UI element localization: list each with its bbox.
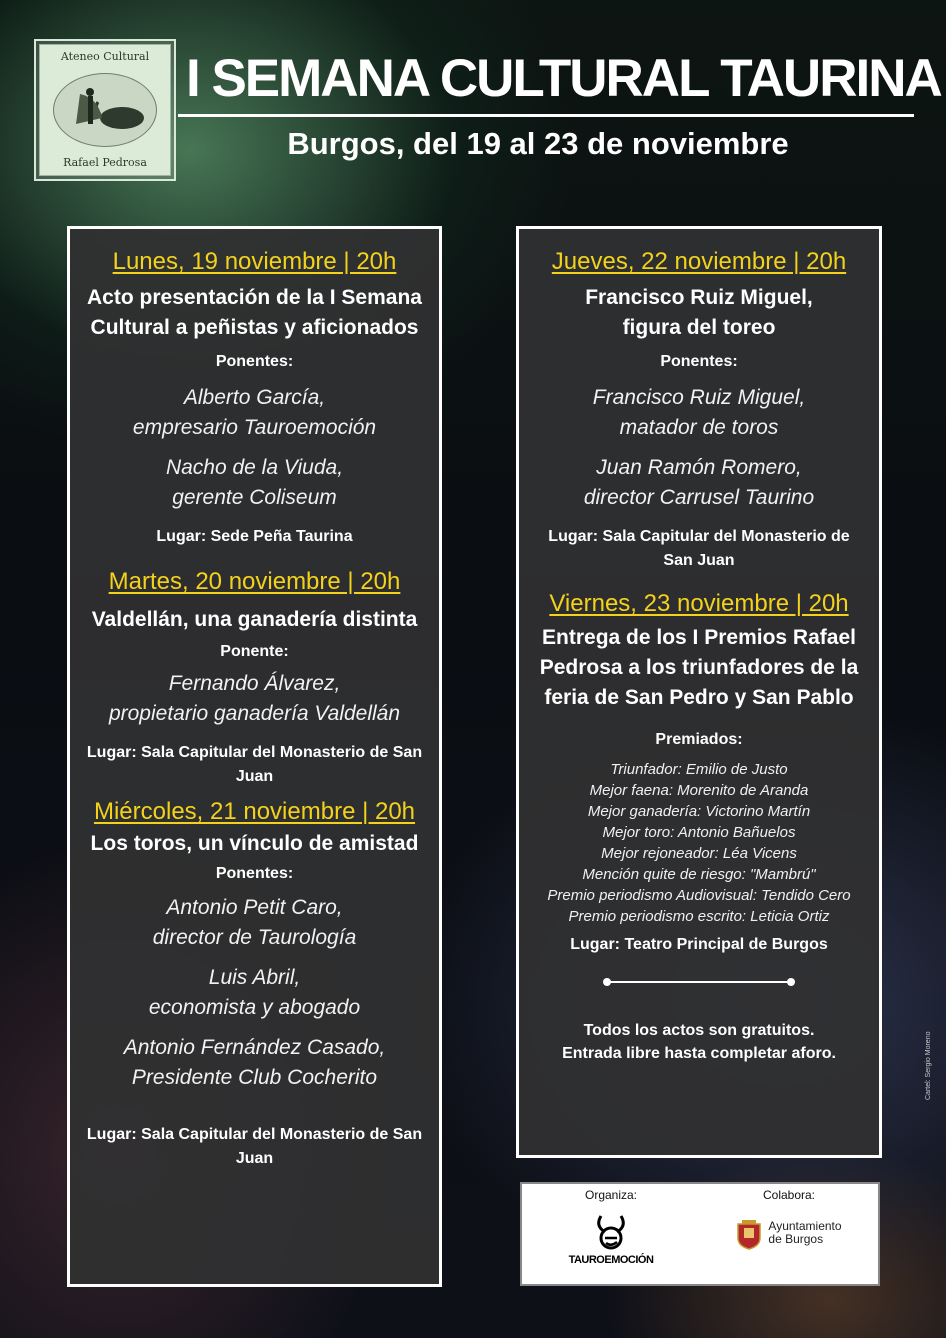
speaker-name: Nacho de la Viuda, (165, 456, 344, 479)
speaker-name: Alberto García, (183, 386, 326, 409)
speaker-role: director de Taurología (152, 926, 357, 949)
bullfighter-illustration (53, 73, 157, 147)
section-divider (606, 981, 792, 983)
note-line: Entrada libre hasta completar aforo. (562, 1045, 836, 1062)
speaker-role: Presidente Club Cocherito (131, 1066, 378, 1089)
logo-bottom-text: Rafael Pedrosa (63, 156, 147, 169)
speaker-entry (78, 963, 431, 1023)
event-title-thursday: Francisco Ruiz Miguel, figura del toreo (585, 286, 813, 339)
organizer-label: Organiza: (584, 1188, 638, 1202)
speaker-role: economista y abogado (148, 996, 361, 1019)
speaker-role: propietario ganadería Valdellán (108, 702, 401, 725)
bullfighter-icon (60, 80, 150, 140)
page-subtitle: Burgos, del 19 al 23 de noviembre (287, 126, 789, 161)
collaborator-name-line: de Burgos (768, 1232, 824, 1246)
speaker-entry (78, 453, 431, 513)
day-heading-wednesday: Miércoles, 21 noviembre | 20h (93, 798, 416, 825)
ayuntamiento-logo (736, 1216, 841, 1250)
speaker-entry (78, 383, 431, 443)
speaker-name: Francisco Ruiz Miguel, (592, 386, 806, 409)
speakers-label: Ponente: (220, 643, 289, 660)
speaker-entry (78, 669, 431, 729)
speaker-name: Luis Abril, (208, 966, 301, 989)
title-underline (178, 114, 914, 117)
speaker-entry (527, 453, 871, 513)
speakers-label: Ponentes: (215, 353, 294, 370)
coat-of-arms-icon (736, 1216, 762, 1250)
venue-text: Lugar: Teatro Principal de Burgos (570, 936, 828, 953)
award-item: Mención quite de riesgo: "Mambrú" (582, 866, 816, 883)
venue-text: Lugar: Sede Peña Taurina (156, 528, 353, 545)
speaker-role: matador de toros (619, 416, 779, 439)
awards-label: Premiados: (655, 731, 743, 748)
collaborator-name-line: Ayuntamiento (768, 1219, 842, 1233)
free-entry-note (527, 1019, 871, 1065)
speaker-name: Antonio Petit Caro, (166, 896, 343, 919)
organizer-column (522, 1184, 700, 1284)
page-title: I SEMANA CULTURAL TAURINA (186, 49, 941, 108)
speaker-role: director Carrusel Taurino (583, 486, 815, 509)
speaker-entry (527, 383, 871, 443)
day-heading-thursday: Jueves, 22 noviembre | 20h (551, 248, 847, 275)
program-panel-right (516, 226, 882, 1158)
speaker-entry (78, 893, 431, 953)
logo-top-text: Ateneo Cultural (60, 50, 150, 63)
event-title-friday: Entrega de los I Premios Rafael Pedrosa a los triunfadores de la feria de San Pedro y San Pablo (539, 626, 859, 709)
speakers-label: Ponentes: (215, 865, 294, 882)
award-item: Mejor ganadería: Victorino Martín (587, 803, 811, 820)
organizer-name: TAUROEMOCIÓN (568, 1254, 654, 1266)
note-line: Todos los actos son gratuitos. (583, 1022, 815, 1039)
collaborator-label: Colabora: (762, 1188, 816, 1202)
program-panel-left (67, 226, 442, 1287)
event-title-monday: Acto presentación de la I Semana Cultural a peñistas y aficionados (87, 286, 422, 339)
speaker-role: gerente Coliseum (172, 486, 337, 509)
award-item: Mejor rejoneador: Léa Vicens (601, 845, 797, 862)
event-title-wednesday: Los toros, un vínculo de amistad (90, 832, 419, 855)
day-heading-tuesday: Martes, 20 noviembre | 20h (108, 568, 401, 595)
ateneo-logo (34, 39, 176, 181)
poster-credit: Cartel: Sergio Moreno (925, 1031, 932, 1100)
speakers-label: Ponentes: (660, 353, 738, 370)
collaborator-name (768, 1220, 841, 1246)
logo-inner (39, 44, 171, 176)
day-heading-monday: Lunes, 19 noviembre | 20h (112, 248, 397, 275)
speaker-entry (78, 1033, 431, 1093)
sponsors-box (520, 1182, 880, 1286)
speaker-name: Fernando Álvarez, (168, 672, 341, 695)
event-title-tuesday: Valdellán, una ganadería distinta (91, 608, 418, 631)
bull-horns-icon (593, 1212, 629, 1252)
award-item: Mejor faena: Morenito de Aranda (589, 782, 809, 799)
award-item: Triunfador: Emilio de Justo (610, 761, 788, 778)
tauroemocion-logo (569, 1212, 654, 1266)
venue-text: Lugar: Sala Capitular del Monasterio de San Juan (86, 744, 423, 785)
award-item: Mejor toro: Antonio Bañuelos (602, 824, 796, 841)
day-heading-friday: Viernes, 23 noviembre | 20h (549, 590, 849, 617)
speaker-name: Antonio Fernández Casado, (123, 1036, 386, 1059)
speaker-name: Juan Ramón Romero, (596, 456, 802, 479)
venue-text: Lugar: Sala Capitular del Monasterio de San Juan (548, 528, 850, 569)
award-item: Premio periodismo escrito: Leticia Ortiz (568, 908, 830, 925)
collaborator-column (700, 1184, 878, 1284)
speaker-role: empresario Tauroemoción (132, 416, 377, 439)
awards-list (527, 759, 871, 927)
award-item: Premio periodismo Audiovisual: Tendido Cero (547, 887, 851, 904)
venue-text: Lugar: Sala Capitular del Monasterio de San Juan (86, 1126, 423, 1167)
